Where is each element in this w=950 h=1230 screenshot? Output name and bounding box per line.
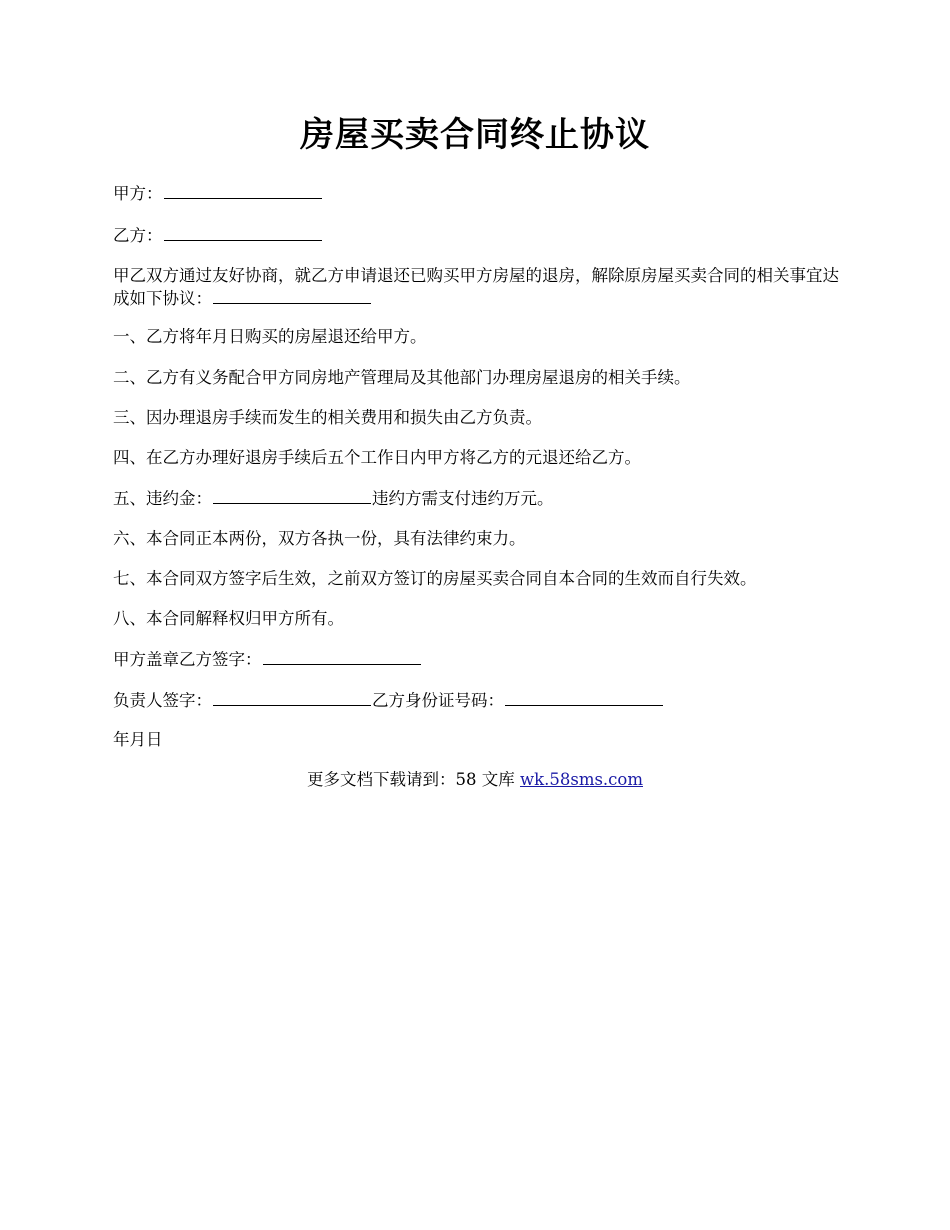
party-b-label: 乙方：: [113, 226, 163, 245]
clause-2: 二、乙方有义务配合甲方同房地产管理局及其他部门办理房屋退房的相关手续。: [113, 368, 691, 387]
clause-4: 四、在乙方办理好退房手续后五个工作日内甲方将乙方的元退还给乙方。: [113, 448, 641, 467]
footer: [0, 769, 950, 791]
seal-signature-line: [113, 648, 422, 671]
intro-text: 甲乙双方通过友好协商，就乙方申请退还已购买甲方房屋的退房，解除原房屋买卖合同的相关事宜达成如下协议：: [113, 266, 839, 308]
responsible-line: [113, 689, 664, 712]
party-b-line: [113, 224, 323, 247]
party-b-blank: [164, 224, 322, 241]
date-line: 年月日: [113, 730, 163, 749]
seal-blank: [263, 648, 421, 665]
party-a-line: [113, 182, 323, 205]
document-title: 房屋买卖合同终止协议: [300, 115, 650, 155]
party-a-blank: [164, 182, 322, 199]
responsible-blank: [213, 689, 371, 706]
clause-5: [113, 487, 554, 510]
responsible-label: 负责人签字：: [113, 691, 212, 710]
footer-text: 更多文档下载请到：58 文库: [306, 770, 520, 789]
penalty-blank: [213, 487, 371, 504]
intro-blank: [213, 287, 371, 304]
clause-8: 八、本合同解释权归甲方所有。: [113, 609, 344, 628]
intro-paragraph: [113, 265, 843, 310]
party-a-label: 甲方：: [113, 184, 163, 203]
id-number-blank: [505, 689, 663, 706]
id-number-label: 乙方身份证号码：: [372, 691, 504, 710]
clause-3: 三、因办理退房手续而发生的相关费用和损失由乙方负责。: [113, 408, 542, 427]
clause-6: 六、本合同正本两份，双方各执一份，具有法律约束力。: [113, 529, 526, 548]
clause-1: 一、乙方将年月日购买的房屋退还给甲方。: [113, 327, 427, 346]
clause-5-suffix: 违约方需支付违约万元。: [372, 489, 554, 508]
seal-label: 甲方盖章乙方签字：: [113, 650, 262, 669]
clause-5-prefix: 五、违约金：: [113, 489, 212, 508]
clause-7: 七、本合同双方签字后生效，之前双方签订的房屋买卖合同自本合同的生效而自行失效。: [113, 569, 757, 588]
footer-link[interactable]: wk.58sms.com: [519, 770, 643, 789]
